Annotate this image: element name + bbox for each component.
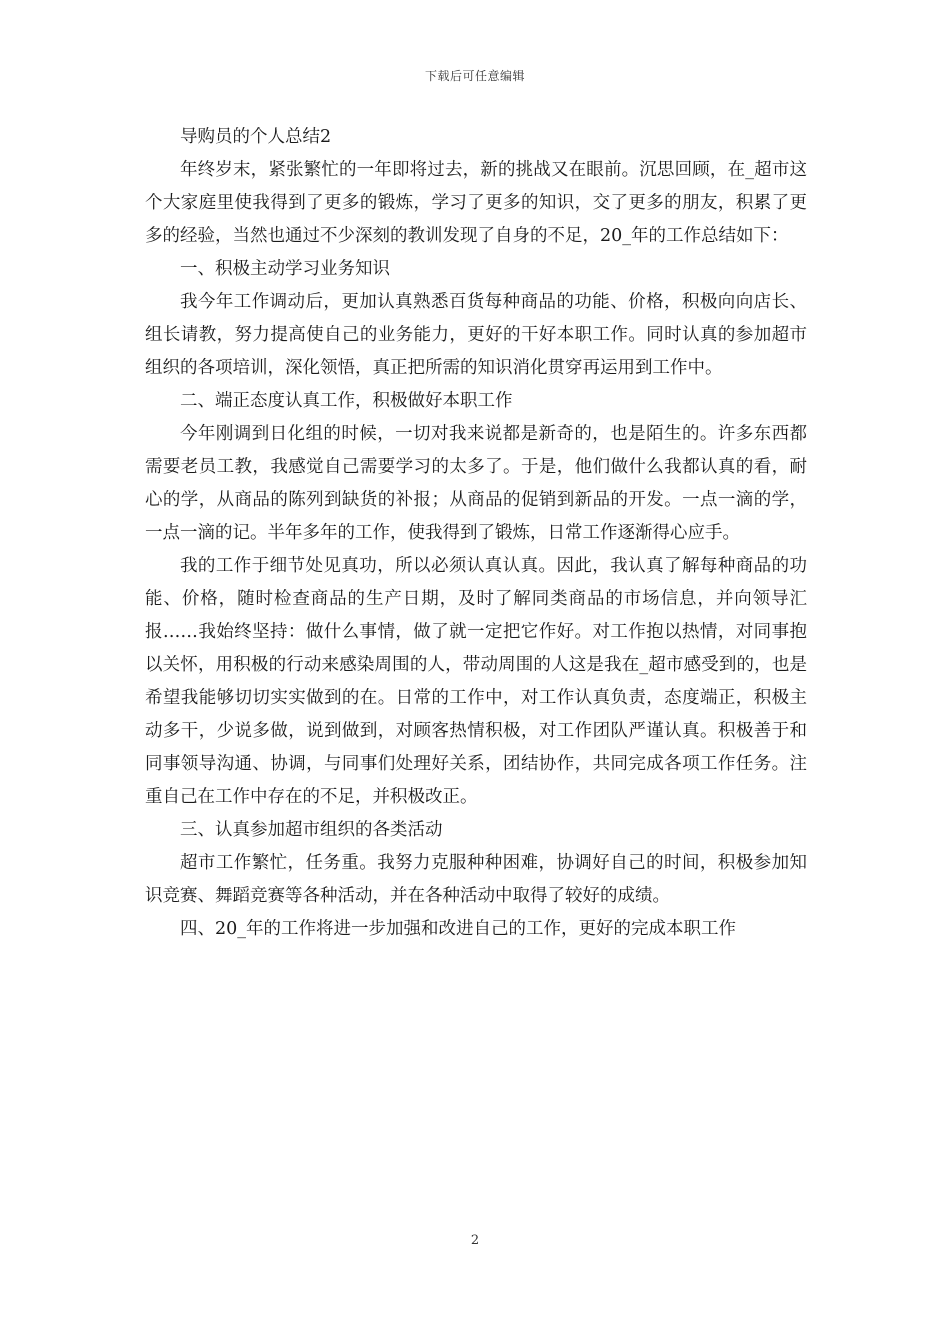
paragraph-section-2b: 我的工作于细节处见真功，所以必须认真认真。因此，我认真了解每种商品的功能、价格，随时检查商品的生产日期，及时了解同类商品的市场信息，并向领导汇报……我始终坚持：做什么事情，做了就一定把它作好。对工作抱以热情，对同事抱以关怀，用积极的行动来感染周围的人，带动周围的人这是我在_超市感受到的，也是希望我能够切切实实做到的在。日常的工作中，对工作认真负责，态度端正，积极主动多干，少说多做，说到做到，对顾客热情积极，对工作团队严谨认真。积极善于和同事领导沟通、协调，与同事们处理好关系，团结协作，共同完成各项工作任务。注重自己在工作中存在的不足，并积极改正。 [145, 556, 807, 807]
page-number: 2 [470, 1233, 480, 1248]
paragraph-section-3: 超市工作繁忙，任务重。我努力克服种种困难，协调好自己的时间，积极参加知识竞赛、舞蹈竞赛等各种活动，并在各种活动中取得了较好的成绩。 [145, 853, 807, 906]
page-header-note: 下载后可任意编辑 [424, 69, 525, 83]
paragraph-section-1: 我今年工作调动后，更加认真熟悉百货每种商品的功能、价格，积极向向店长、组长请教，努力提高使自己的业务能力，更好的干好本职工作。同时认真的参加超市组织的各项培训，深化领悟，真正把所需的知识消化贯穿再运用到工作中。 [145, 292, 807, 378]
document-body [145, 121, 807, 946]
section-heading-1: 一、积极主动学习业务知识 [180, 259, 390, 279]
section-heading-4: 四、20_年的工作将进一步加强和改进自己的工作，更好的完成本职工作 [180, 919, 737, 939]
document-title: 导购员的个人总结2 [180, 127, 332, 147]
section-heading-2: 二、端正态度认真工作，积极做好本职工作 [180, 391, 513, 411]
paragraph-intro: 年终岁末，紧张繁忙的一年即将过去，新的挑战又在眼前。沉思回顾，在_超市这个大家庭里使我得到了更多的锻炼，学习了更多的知识，交了更多的朋友，积累了更多的经验，当然也通过不少深刻的教训发现了自身的不足，20_年的工作总结如下： [145, 160, 807, 246]
paragraph-section-2a: 今年刚调到日化组的时候，一切对我来说都是新奇的，也是陌生的。许多东西都需要老员工教，我感觉自己需要学习的太多了。于是，他们做什么我都认真的看，耐心的学，从商品的陈列到缺货的补报；从商品的促销到新品的开发。一点一滴的学，一点一滴的记。半年多年的工作，使我得到了锻炼，日常工作逐渐得心应手。 [145, 424, 807, 543]
section-heading-3: 三、认真参加超市组织的各类活动 [180, 820, 443, 840]
